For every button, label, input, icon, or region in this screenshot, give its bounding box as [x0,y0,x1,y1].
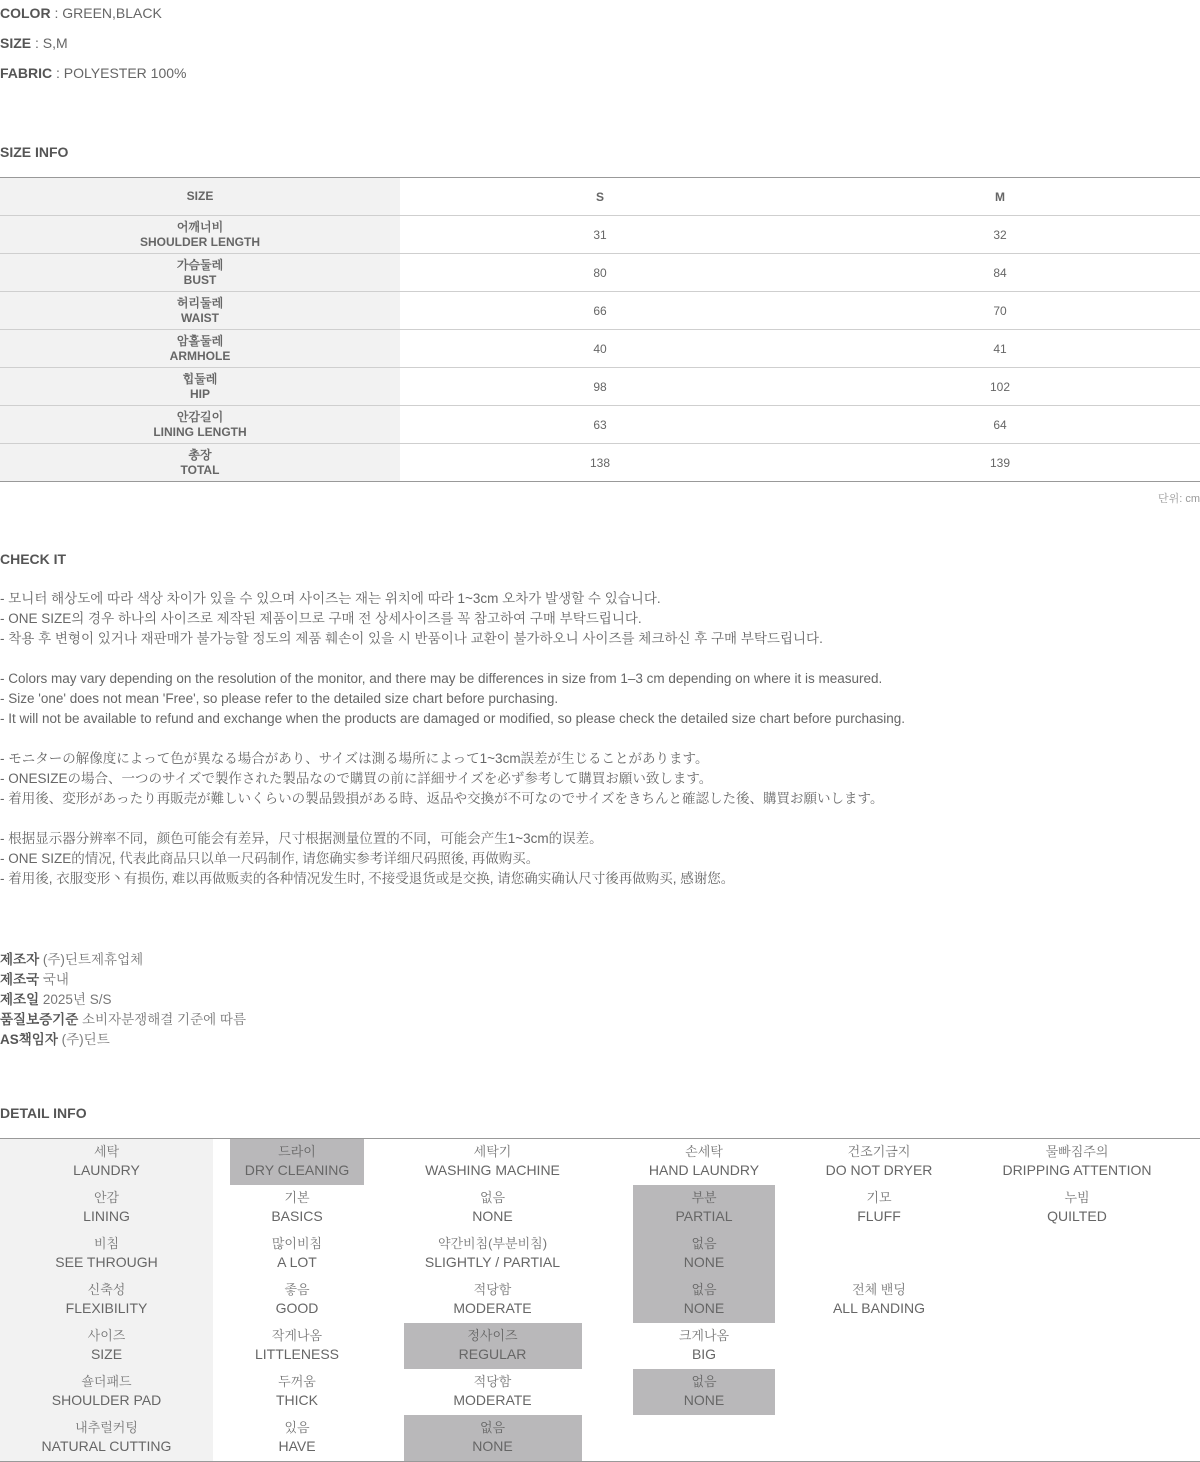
check-line: - ONE SIZE의 경우 하나의 사이즈로 제작된 제품이므로 구매 전 상세사이즈를 꼭 참고하여 구매 부탁드립니다. [0,611,642,626]
option-ko: 물빠짐주의 [1045,1144,1109,1159]
cell-wrap [381,1185,604,1231]
option-ko: 드라이 [278,1144,316,1159]
option-ko: 기모 [866,1190,892,1205]
size-row-label [0,444,400,482]
option-box [230,1415,364,1461]
cell-wrap [954,1185,1200,1231]
size-row [0,292,1200,330]
size-value-m: 41 [800,330,1200,368]
spec-label: COLOR [0,5,51,21]
check-group-english [0,669,905,729]
size-row-label [0,368,400,406]
maker-label: 제조자 [0,952,40,967]
detail-info-title: DETAIL INFO [0,1105,87,1121]
detail-option [804,1415,954,1462]
maker-label: AS책임자 [0,1032,58,1047]
option-box [633,1369,775,1415]
cell-inner [32,1415,182,1461]
detail-row-label [0,1139,213,1186]
spec-value: : GREEN,BLACK [50,5,162,21]
cell-wrap [954,1139,1200,1185]
label-ko: 세탁 [93,1144,120,1159]
size-value-s: 66 [400,292,800,330]
option-ko: 많이비침 [271,1236,323,1251]
cell-inner [32,1185,182,1231]
size-row [0,330,1200,368]
option-ko: 적당함 [473,1282,512,1297]
detail-option [954,1277,1200,1323]
check-line: - 着用後, 衣服变形丶有损伤, 难以再做贩卖的各种情况发生时, 不接受退货或是交换, 请您确实确认尺寸後再做购买, 感谢您。 [0,871,735,886]
label-en: SIZE [90,1346,123,1362]
label-ko: 가슴둘레 [176,257,224,272]
cell-wrap [604,1277,804,1323]
check-line: - It will not be available to refund and exchange when the products are damaged or modified, so please check the detailed size chart before purchasing. [0,711,906,726]
spec-fabric [0,65,186,81]
option-en: THICK [276,1392,318,1408]
option-en: REGULAR [458,1346,527,1362]
size-row-label [0,292,400,330]
size-row-label [0,406,400,444]
size-value-s: 31 [400,216,800,254]
label-ko: 사이즈 [87,1328,126,1343]
size-value-m: 139 [800,444,1200,482]
detail-option [213,1415,381,1462]
option-ko: 없음 [479,1420,506,1435]
option-box [633,1231,775,1277]
option-en: MODERATE [453,1392,532,1408]
option-box [230,1231,364,1277]
detail-row [0,1231,1200,1277]
option-ko: 세탁기 [473,1144,512,1159]
label-en: SHOULDER LENGTH [140,234,260,249]
size-value-s: 40 [400,330,800,368]
size-value-m: 84 [800,254,1200,292]
detail-row-label [0,1415,213,1462]
detail-option [804,1277,954,1323]
size-value-m: 102 [800,368,1200,406]
detail-option [804,1369,954,1415]
size-row-label [0,216,400,254]
size-row [0,254,1200,292]
size-row-label [0,254,400,292]
detail-option-selected [381,1415,604,1462]
option-ko: 작게나옴 [271,1328,323,1343]
cell-wrap [604,1369,804,1415]
option-box [814,1185,944,1231]
option-en: DO NOT DRYER [825,1162,933,1178]
detail-option-selected [604,1277,804,1323]
cell-wrap [381,1323,604,1369]
option-en: BIG [691,1346,717,1362]
cell-wrap [213,1277,381,1323]
detail-option [954,1369,1200,1415]
detail-option [213,1185,381,1231]
option-box [230,1323,364,1369]
size-value-m: 70 [800,292,1200,330]
maker-info [0,950,246,1050]
check-group-chinese [0,829,734,889]
option-box [633,1323,775,1369]
detail-option [213,1231,381,1277]
detail-row [0,1277,1200,1323]
label-en: HIP [189,386,210,401]
option-ko: 없음 [691,1282,717,1297]
cell-wrap [804,1277,954,1323]
cell-wrap [604,1231,804,1277]
size-info-title: SIZE INFO [0,144,69,160]
detail-row-label [0,1231,213,1277]
option-box [404,1323,582,1369]
option-en: ALL BANDING [832,1300,926,1316]
cell-wrap [604,1323,804,1369]
maker-line [0,950,246,970]
cell-inner [32,1323,182,1369]
option-en: BASICS [271,1208,323,1224]
detail-option [954,1415,1200,1462]
check-line: - 着用後、変形があったり再販売が難しいくらいの製品毀損がある時、返品や交換が不可なのでサイズをきちんと確認した後、購買お願いします。 [0,791,884,806]
check-line: - モニターの解像度によって色が異なる場合があり、サイズは測る場所によって1~3cm誤差が生じることがあります。 [0,751,709,766]
detail-row-label [0,1323,213,1369]
option-ko: 부분 [691,1190,717,1205]
detail-option-selected [381,1323,604,1369]
option-box [230,1139,364,1185]
cell-wrap [0,1415,213,1461]
size-header-cell: SIZE [0,178,400,216]
label-ko: 어깨너비 [176,219,224,234]
size-row [0,368,1200,406]
cell-wrap [213,1231,381,1277]
cell-wrap [604,1185,804,1231]
detail-option [381,1277,604,1323]
detail-option [381,1231,604,1277]
option-en: NONE [683,1300,725,1316]
detail-option [604,1323,804,1369]
option-box [404,1139,582,1185]
label-ko: 신축성 [87,1282,126,1297]
detail-option [804,1323,954,1369]
option-ko: 누빔 [1064,1190,1090,1205]
option-en: DRY CLEANING [244,1162,350,1178]
size-value-s: 80 [400,254,800,292]
option-box [987,1139,1167,1185]
option-box [633,1185,775,1231]
option-ko: 없음 [691,1374,717,1389]
check-line: - Colors may vary depending on the resolution of the monitor, and there may be differences in size from 1–3 cm depending on where it is measured. [0,671,883,686]
cell-wrap [804,1139,954,1185]
option-en: DRIPPING ATTENTION [1002,1162,1152,1178]
check-line: - 根据显示器分辨率不同，颜色可能会有差异，尺寸根据测量位置的不同，可能会产生1~3cm的误差。 [0,831,603,846]
label-en: LINING LENGTH [153,424,247,439]
option-box [987,1185,1167,1231]
detail-option [804,1185,954,1231]
maker-line [0,970,246,990]
option-en: HAND LAUNDRY [648,1162,760,1178]
spec-size [0,35,68,51]
maker-value: 2025년 S/S [39,992,112,1007]
detail-option [381,1139,604,1186]
detail-option-selected [604,1231,804,1277]
option-ko: 좋음 [284,1282,310,1297]
option-en: NONE [683,1392,725,1408]
option-en: SLIGHTLY / PARTIAL [424,1254,561,1270]
detail-row [0,1369,1200,1415]
label-en: WAIST [181,310,219,325]
size-row [0,216,1200,254]
label-ko: 비침 [93,1236,120,1251]
size-value-m: 64 [800,406,1200,444]
option-box [404,1415,582,1461]
detail-table-body [0,1139,1200,1462]
maker-line [0,1030,246,1050]
maker-label: 품질보증기준 [0,1012,79,1027]
size-header-cell: S [400,178,800,216]
cell-wrap [604,1139,804,1185]
option-ko: 없음 [691,1236,717,1251]
detail-row [0,1185,1200,1231]
label-en: ARMHOLE [169,348,231,363]
option-box [814,1139,944,1185]
spec-label: SIZE [0,35,32,51]
maker-label: 제조국 [0,972,40,987]
label-en: LAUNDRY [73,1162,140,1178]
maker-value: 소비자분쟁해결 기준에 따름 [78,1012,246,1027]
size-table-header [0,178,1200,216]
option-box [404,1185,582,1231]
option-box [814,1277,944,1323]
size-row-label [0,330,400,368]
maker-line [0,1010,246,1030]
detail-option [604,1415,804,1462]
option-en: LITTLENESS [254,1346,340,1362]
label-ko: 총장 [188,447,212,462]
option-en: PARTIAL [675,1208,733,1224]
detail-row-label [0,1277,213,1323]
check-line: - ONE SIZE的情况, 代表此商品只以单一尺码制作, 请您确实参考详细尺码照後, 再做购买。 [0,851,540,866]
detail-option [213,1369,381,1415]
cell-inner [32,1277,182,1323]
cell-wrap [0,1139,213,1185]
option-box [404,1231,582,1277]
label-en: TOTAL [180,462,220,477]
option-ko: 약간비침(부분비침) [437,1236,548,1251]
label-en: SHOULDER PAD [51,1392,162,1408]
cell-wrap [804,1185,954,1231]
cell-inner [32,1369,182,1415]
check-it-title: CHECK IT [0,551,67,567]
spec-value: : POLYESTER 100% [52,65,187,81]
detail-option [804,1139,954,1186]
option-ko: 기본 [284,1190,310,1205]
option-en: FLUFF [857,1208,901,1224]
label-en: BUST [183,272,217,287]
detail-option [604,1139,804,1186]
detail-option [954,1139,1200,1186]
label-en: FLEXIBILITY [65,1300,148,1316]
spec-color [0,5,162,21]
detail-option [381,1369,604,1415]
cell-wrap [0,1369,213,1415]
option-en: NONE [472,1208,513,1224]
option-en: HAVE [278,1438,316,1454]
detail-row [0,1415,1200,1462]
cell-inner [32,1231,182,1277]
detail-row-label [0,1369,213,1415]
size-value-s: 98 [400,368,800,406]
check-line: - Size 'one' does not mean 'Free', so please refer to the detailed size chart before purchasing. [0,691,559,706]
option-ko: 두꺼움 [278,1374,316,1389]
detail-option-selected [604,1185,804,1231]
detail-row-label [0,1185,213,1231]
cell-wrap [381,1369,604,1415]
option-ko: 정사이즈 [467,1328,518,1343]
label-ko: 내추럴커팅 [75,1420,138,1435]
maker-value: (주)딘트 [57,1032,110,1047]
option-en: QUILTED [1047,1208,1107,1224]
unit-note: 단위: cm [1157,493,1200,505]
option-en: MODERATE [453,1300,532,1316]
cell-wrap [213,1369,381,1415]
size-table [0,177,1200,482]
size-header-cell: M [800,178,1200,216]
detail-option [954,1231,1200,1277]
label-ko: 안감 [93,1190,120,1205]
label-ko: 안감길이 [176,409,224,424]
option-ko: 없음 [479,1190,506,1205]
cell-wrap [213,1323,381,1369]
cell-wrap [0,1185,213,1231]
option-box [230,1185,364,1231]
option-box [633,1139,775,1185]
check-line: - 착용 후 변형이 있거나 재판매가 불가능할 정도의 제품 훼손이 있을 시 반품이나 교환이 불가하오니 사이즈를 체크하신 후 구매 부탁드립니다. [0,631,823,646]
option-en: NONE [472,1438,513,1454]
detail-option [381,1185,604,1231]
option-en: NONE [683,1254,725,1270]
label-ko: 힙둘레 [182,371,218,386]
detail-option [954,1185,1200,1231]
label-en: SEE THROUGH [55,1254,158,1270]
detail-option-selected [213,1139,381,1186]
option-en: WASHING MACHINE [425,1162,560,1178]
option-en: GOOD [275,1300,319,1316]
cell-wrap [0,1231,213,1277]
detail-option [954,1323,1200,1369]
option-box [230,1369,364,1415]
check-group-japanese [0,749,883,809]
detail-option-selected [604,1369,804,1415]
option-box [404,1369,582,1415]
option-ko: 건조기금지 [847,1144,911,1159]
detail-row [0,1139,1200,1186]
maker-value: (주)딘트제휴업체 [39,952,144,967]
label-ko: 암홀둘레 [176,333,224,348]
size-row [0,406,1200,444]
detail-option [804,1231,954,1277]
option-ko: 크게나옴 [678,1328,730,1343]
option-ko: 손세탁 [685,1144,723,1159]
check-group-korean [0,589,823,649]
spec-label: FABRIC [0,65,53,81]
cell-wrap [213,1415,381,1461]
cell-wrap [381,1415,604,1461]
cell-wrap [213,1185,381,1231]
cell-wrap [381,1231,604,1277]
option-box [230,1277,364,1323]
cell-inner [32,1139,182,1185]
cell-wrap [381,1277,604,1323]
label-ko: 숄더패드 [81,1374,132,1389]
cell-wrap [381,1139,604,1185]
label-ko: 허리둘레 [176,295,224,310]
option-en: A LOT [277,1254,317,1270]
check-line: - ONESIZEの場合、一つのサイズで製作された製品なので購買の前に詳細サイズを必ず参考して購買お願い致します。 [0,771,713,786]
option-ko: 전체 밴딩 [852,1282,906,1297]
option-ko: 있음 [284,1420,310,1435]
detail-option [213,1277,381,1323]
spec-value: : S,M [31,35,68,51]
option-box [633,1277,775,1323]
detail-row [0,1323,1200,1369]
maker-label: 제조일 [0,992,40,1007]
detail-option [213,1323,381,1369]
check-line: - 모니터 해상도에 따라 색상 차이가 있을 수 있으며 사이즈는 재는 위치에 따라 1~3cm 오차가 발생할 수 있습니다. [0,591,661,606]
size-row [0,444,1200,482]
cell-wrap [0,1323,213,1369]
maker-value: 국내 [39,972,69,987]
size-value-s: 138 [400,444,800,482]
size-value-m: 32 [800,216,1200,254]
option-ko: 적당함 [473,1374,512,1389]
option-box [404,1277,582,1323]
label-en: NATURAL CUTTING [41,1438,172,1454]
size-value-s: 63 [400,406,800,444]
cell-wrap [213,1139,381,1185]
maker-line [0,990,246,1010]
label-en: LINING [83,1208,130,1224]
detail-table [0,1138,1200,1462]
cell-wrap [0,1277,213,1323]
